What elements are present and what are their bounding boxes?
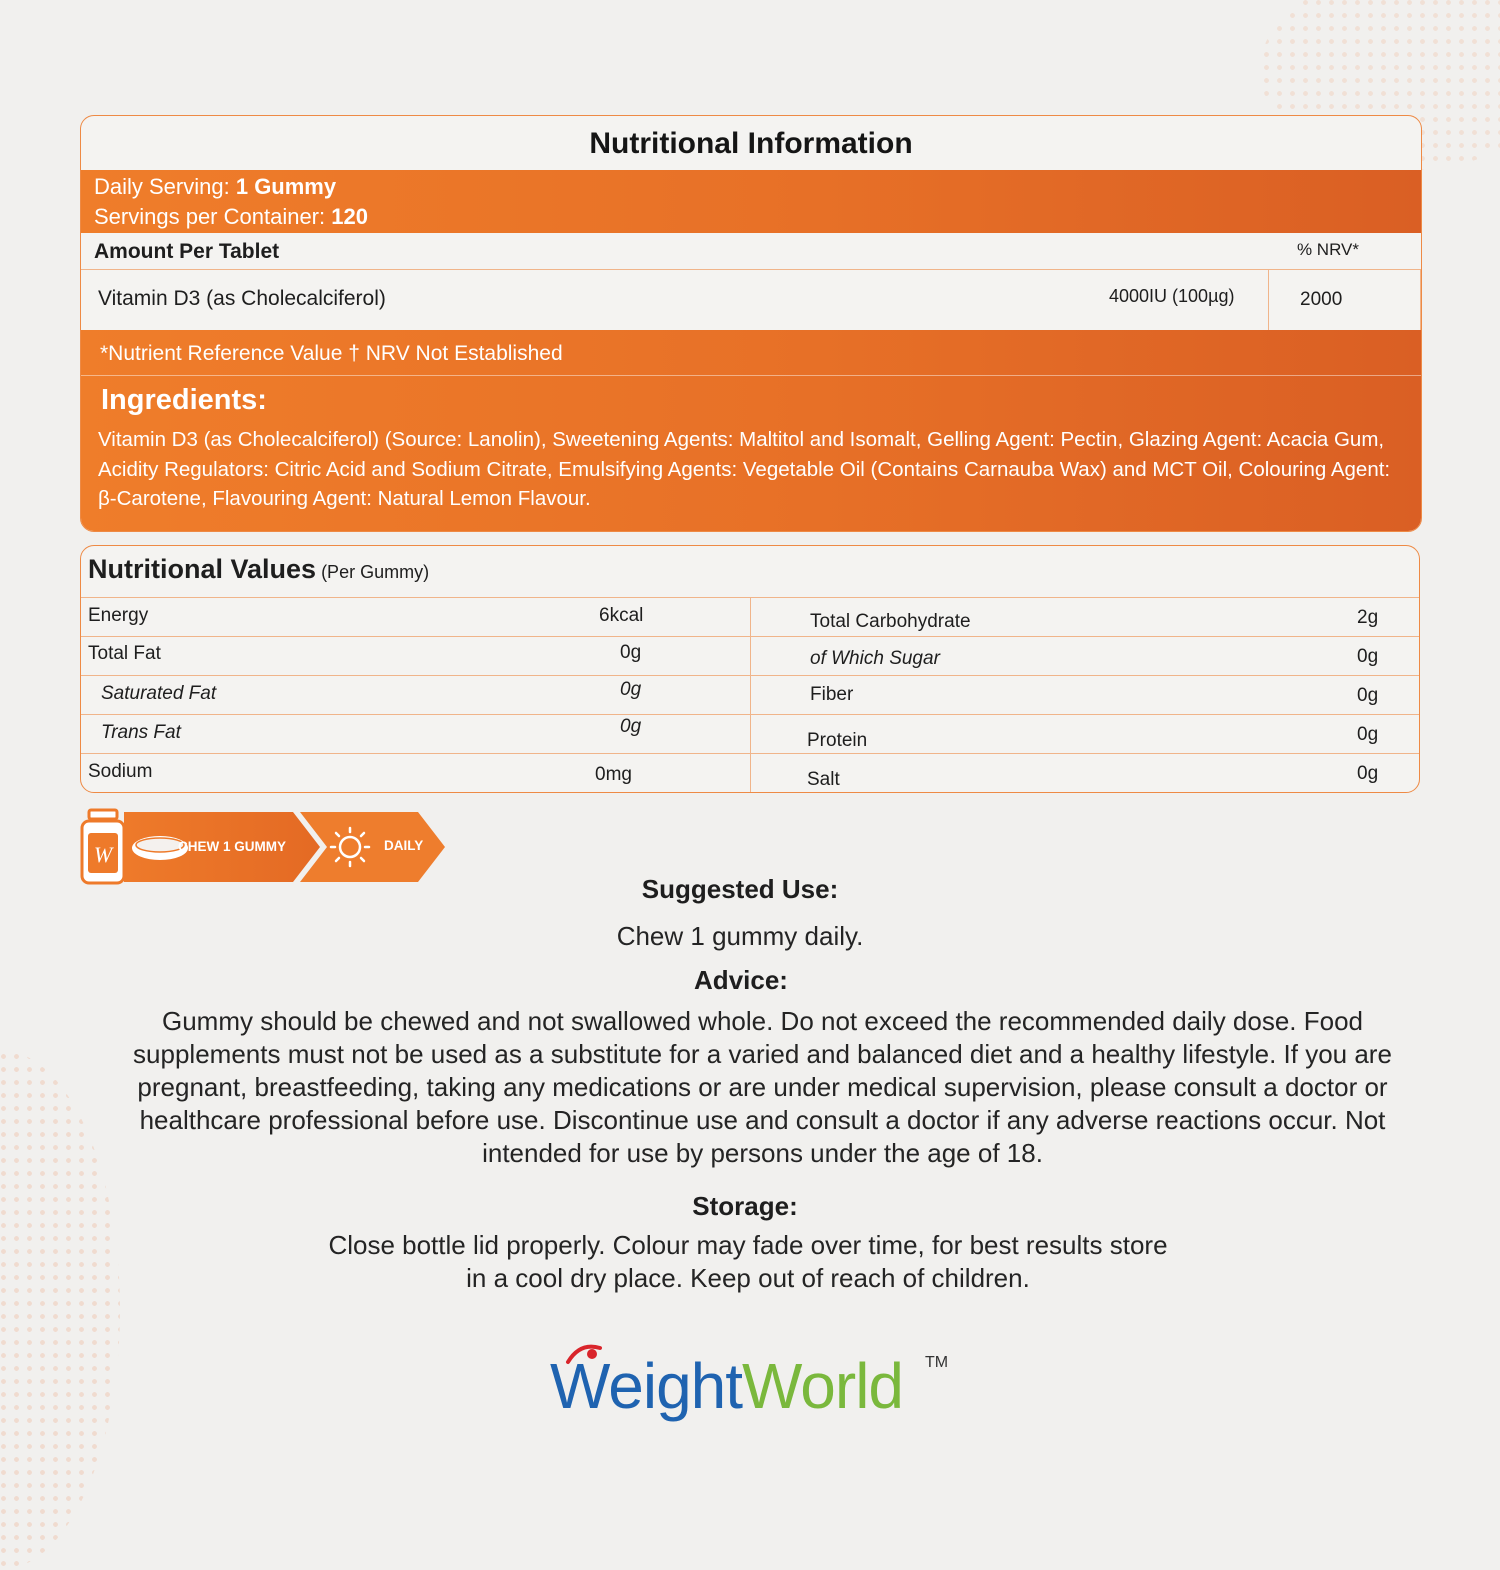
suggested-use-title: Suggested Use: [641, 874, 839, 904]
nutritional-information-panel [80, 115, 1422, 532]
nrv-header: % NRV* [1296, 240, 1359, 259]
daily-serving-label: Daily Serving: [94, 174, 236, 199]
saturated-fat-label: Saturated Fat [101, 683, 217, 704]
storage-text [0, 1229, 1496, 1295]
advice-line: intended for use by persons under the age of 18. [482, 1138, 1043, 1168]
salt-label: Salt [807, 769, 840, 790]
advice-line: pregnant, breastfeeding, taking any medications or are under medical supervision, please consult a doctor or [137, 1072, 1388, 1102]
vitamin-name: Vitamin D3 (as Cholecalciferol) [98, 287, 386, 310]
values-subtitle: (Per Gummy) [316, 562, 430, 582]
ingredients-title: Ingredients: [101, 384, 267, 416]
sodium-value: 0mg [595, 764, 632, 785]
panel-title: Nutritional Information [589, 127, 913, 160]
advice-line: Gummy should be chewed and not swallowed whole. Do not exceed the recommended daily dose. Food [161, 1006, 1364, 1036]
vitamin-amount: 4000IU (100µg) [1109, 286, 1235, 306]
trans-fat-label: Trans Fat [101, 722, 181, 743]
storage-line: in a cool dry place. Keep out of reach of children. [466, 1263, 1030, 1293]
servings-label: Servings per Container: [94, 204, 332, 229]
logo-part-world: World [742, 1350, 903, 1422]
fiber-label: Fiber [810, 684, 854, 705]
energy-label: Energy [88, 605, 149, 626]
storage-line: Close bottle lid properly. Colour may fade over time, for best results store [328, 1230, 1168, 1260]
vitamin-nrv: 2000 [1300, 289, 1343, 310]
energy-value: 6kcal [599, 605, 644, 626]
suggested-use-text: Chew 1 gummy daily. [616, 921, 864, 951]
nrv-note: *Nutrient Reference Value † NRV Not Established [100, 342, 563, 365]
ingredients-text: Vitamin D3 (as Cholecalciferol) (Source: Lanolin), Sweetening Agents: Maltitol and Isomalt, Gelling Agent: Pectin, Glazing Agent: Acacia Gum, Acidity Regulators: Citric Acid and Sodium Citrate, Emulsifying Agents: Vegetable Oil (Contains Carnauba Wax) and MCT Oil, Colouring Agent: β-Carotene, Flavouring Agent: Natural Lemon Flavour. [98, 428, 1391, 510]
servings-per-container [94, 202, 1421, 232]
total-carbohydrate-value: 2g [1357, 607, 1379, 628]
total-carbohydrate-label: Total Carbohydrate [810, 611, 971, 632]
advice-text [60, 1005, 1465, 1170]
total-fat-value: 0g [620, 642, 642, 663]
advice-line: supplements must not be used as a substitute for a varied and balanced diet and a healthy lifestyle. If you are [133, 1039, 1392, 1069]
advice-line: healthcare professional before use. Discontinue use and consult a doctor if any adverse reactions occur. Not [139, 1105, 1386, 1135]
trans-fat-value: 0g [620, 716, 642, 737]
svg-text:W: W [93, 842, 113, 867]
protein-value: 0g [1357, 724, 1379, 745]
logo-part-weight: Weight [550, 1350, 743, 1422]
sugar-value: 0g [1357, 646, 1379, 667]
daily-serving-value: 1 Gummy [235, 174, 337, 199]
values-title [88, 554, 429, 585]
ingredients-section [81, 330, 1421, 532]
fiber-value: 0g [1357, 685, 1379, 706]
amount-header: Amount Per Tablet [94, 240, 280, 263]
step-daily-label: DAILY [384, 838, 424, 853]
logo-wordmark [550, 1350, 903, 1422]
storage-title: Storage: [692, 1191, 798, 1221]
step-chew-label: CHEW 1 GUMMY [178, 839, 286, 854]
vitamin-row [81, 270, 1421, 330]
protein-label: Protein [807, 730, 868, 751]
values-title-text: Nutritional Values [88, 554, 317, 584]
bottle-icon [82, 810, 124, 883]
divider [81, 375, 1421, 376]
servings-value: 120 [331, 204, 368, 229]
serving-info [81, 170, 1421, 233]
sodium-label: Sodium [88, 761, 153, 782]
sugar-label: of Which Sugar [810, 648, 940, 669]
daily-serving [94, 172, 1421, 202]
weightworld-logo [548, 1340, 958, 1430]
saturated-fat-value: 0g [620, 679, 642, 700]
column-divider [750, 597, 751, 793]
column-divider [1268, 270, 1269, 330]
amount-header-row [81, 233, 1421, 270]
logo-trademark: TM [925, 1354, 949, 1371]
salt-value: 0g [1357, 763, 1379, 784]
total-fat-label: Total Fat [88, 643, 161, 664]
advice-title: Advice: [694, 965, 788, 995]
nutritional-values-table [80, 545, 1420, 793]
